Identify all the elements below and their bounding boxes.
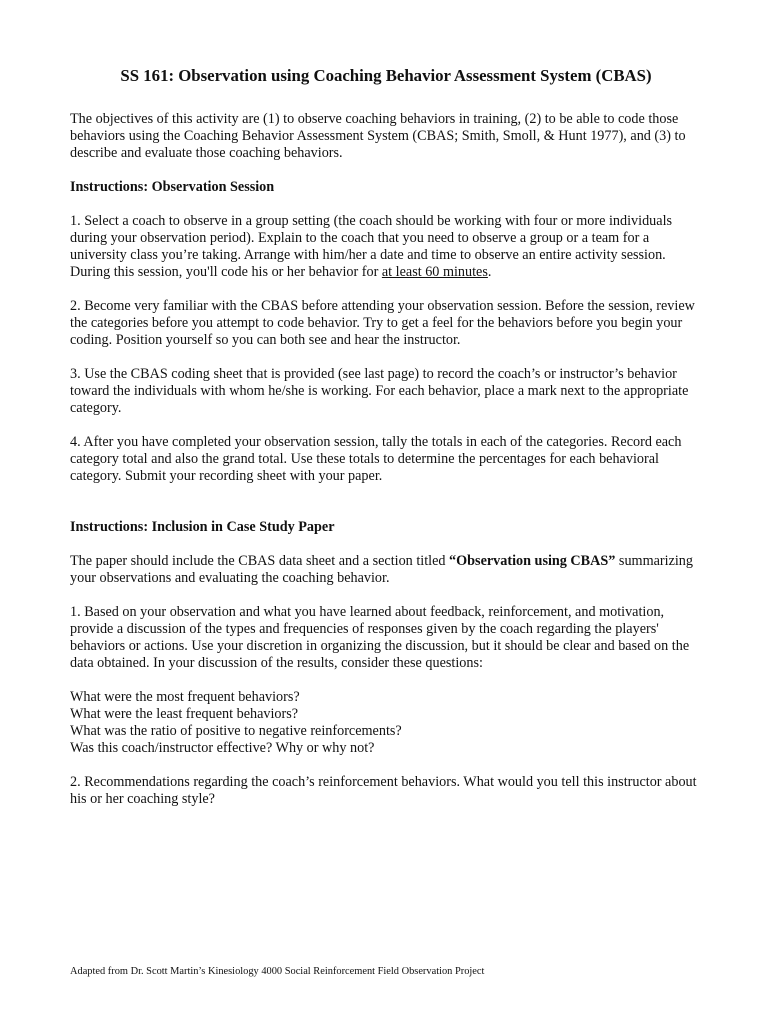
question-item: What were the least frequent behaviors? — [70, 706, 299, 722]
document-page — [70, 66, 702, 825]
intro-section-title: “Observation using CBAS” — [449, 553, 616, 569]
case-study-heading: Instructions: Inclusion in Case Study Paper — [70, 519, 335, 535]
step-2-paragraph: 2. Become very familiar with the CBAS before attending your observation session. Before the session, review the categories before you attempt to code behavior. Try to get a feel for the behaviors before you begin your coding. Position yourself so you can both see and hear the instructor. — [70, 298, 695, 348]
observation-session-heading: Instructions: Observation Session — [70, 179, 275, 195]
objectives-paragraph: The objectives of this activity are (1) to observe coaching behaviors in training, (2) to be able to code those behaviors using the Coaching Behavior Assessment System (CBAS; Smith, Smoll, & Hunt 1977), and (3) to describe and evaluate those coaching behaviors. — [70, 111, 686, 161]
page-footer: Adapted from Dr. Scott Martin’s Kinesiology 4000 Social Reinforcement Field Observation Project — [70, 966, 485, 977]
question-item: What were the most frequent behaviors? — [70, 689, 300, 705]
item-2-paragraph: 2. Recommendations regarding the coach’s reinforcement behaviors. What would you tell this instructor about his or her coaching style? — [70, 774, 697, 807]
intro-text-end: summarizing your observations and evaluating the coaching behavior. — [70, 553, 693, 586]
step-1-underlined-text: at least 60 minutes — [381, 264, 488, 280]
questions-list — [70, 689, 702, 757]
step-1-paragraph — [70, 213, 702, 281]
intro-text-start: The paper should include the CBAS data sheet and a section titled — [70, 553, 450, 569]
step-1-text: 1. Select a coach to observe in a group setting (the coach should be working with four or more individuals during your observation period). Explain to the coach that you need to observe a group or a team for a university class you’re taking. Arrange with him/her a date and time to observe an entire activity session. During this session, you'll code his or her behavior for — [70, 213, 673, 280]
case-study-intro — [70, 553, 702, 587]
document-title: SS 161: Observation using Coaching Behavior Assessment System (CBAS) — [120, 66, 652, 85]
step-4-paragraph: 4. After you have completed your observation session, tally the totals in each of the categories. Record each category total and also the grand total. Use these totals to determine the percentages for each behavioral category. Submit your recording sheet with your paper. — [70, 434, 682, 484]
step-1-end: . — [487, 264, 492, 280]
question-item: Was this coach/instructor effective? Why or why not? — [70, 740, 375, 756]
item-1-paragraph: 1. Based on your observation and what you have learned about feedback, reinforcement, and motivation, provide a discussion of the types and frequencies of responses given by the coach regarding the players' behaviors or actions. Use your discretion in organizing the discussion, but it should be clear and based on the data obtained. In your discussion of the results, consider these questions: — [70, 604, 690, 671]
section-spacer — [70, 502, 702, 519]
question-item: What was the ratio of positive to negative reinforcements? — [70, 723, 402, 739]
step-3-paragraph: 3. Use the CBAS coding sheet that is provided (see last page) to record the coach’s or instructor’s behavior toward the individuals with whom he/she is working. For each behavior, place a mark next to the appropriate category. — [70, 366, 689, 416]
